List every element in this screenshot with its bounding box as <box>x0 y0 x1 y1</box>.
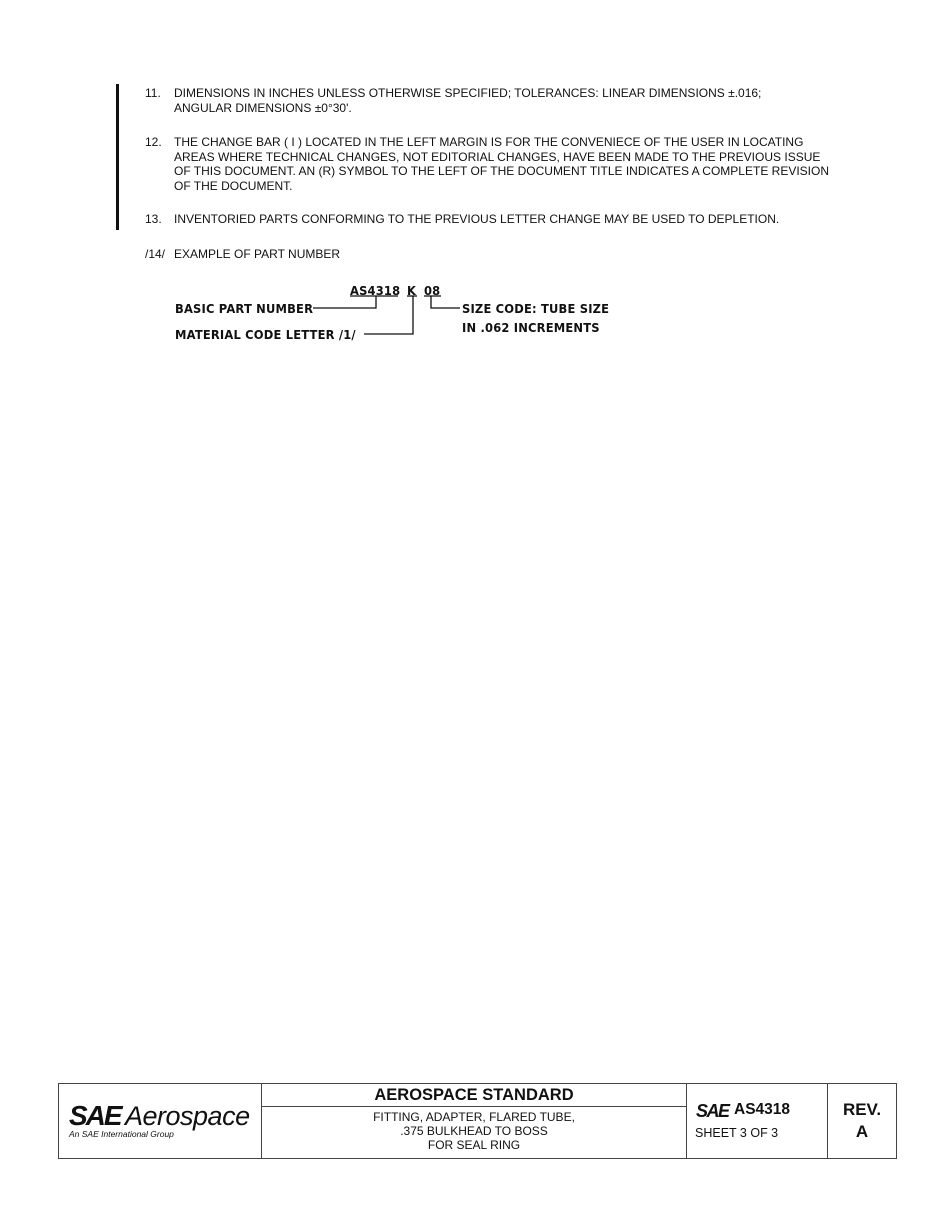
sheet-number: SHEET 3 OF 3 <box>695 1126 779 1140</box>
material-code-label: MATERIAL CODE LETTER /1/ <box>175 327 356 342</box>
size-code-label: SIZE CODE: TUBE SIZE <box>462 301 610 316</box>
title-block <box>58 1083 897 1159</box>
note-text: THE CHANGE BAR ( I ) LOCATED IN THE LEFT MARGIN IS FOR THE CONVENIECE OF THE USER IN LOCATING AREAS WHERE TECHNICAL CHANGES, NOT EDITORIAL CHANGES, HAVE BEEN MADE TO THE PREVIOUS ISSUE OF THIS DOCUMENT. AN (R) SYMBOL TO THE LEFT OF THE DOCUMENT TITLE INDICATES A COMPLETE REVISION OF THE DOCUMENT. <box>174 135 829 193</box>
material-code: K <box>407 283 417 298</box>
change-bar <box>116 84 119 230</box>
basic-part-label: BASIC PART NUMBER <box>175 301 314 316</box>
document-number-cell <box>687 1084 828 1158</box>
note-text: DIMENSIONS IN INCHES UNLESS OTHERWISE SPECIFIED; TOLERANCES: LINEAR DIMENSIONS ±.016; ANGULAR DIMENSIONS ±0°30'. <box>174 86 762 115</box>
revision-value: A <box>855 1122 869 1141</box>
title-cell <box>262 1084 687 1158</box>
standard-header: AEROSPACE STANDARD <box>262 1084 686 1107</box>
sae-small-logo: SAE <box>696 1101 729 1121</box>
aerospace-logo-text: Aerospace <box>125 1101 250 1131</box>
note-number: 13. <box>145 212 162 226</box>
note-number: /14/ <box>145 247 166 261</box>
basic-part-code: AS4318 <box>350 283 401 298</box>
part-number-diagram <box>170 280 630 350</box>
description-line: .375 BULKHEAD TO BOSS <box>400 1124 548 1138</box>
description-line: FITTING, ADAPTER, FLARED TUBE, <box>373 1110 575 1124</box>
document-number: AS4318 <box>734 1101 791 1118</box>
description-line: FOR SEAL RING <box>427 1138 521 1152</box>
size-code: 08 <box>424 283 441 298</box>
sae-aerospace-logo <box>59 1084 262 1158</box>
revision-cell <box>828 1084 896 1158</box>
size-code-increments-label: IN .062 INCREMENTS <box>462 320 600 335</box>
note-text: INVENTORIED PARTS CONFORMING TO THE PREVIOUS LETTER CHANGE MAY BE USED TO DEPLETION. <box>174 212 780 226</box>
revision-label: REV. <box>842 1100 882 1119</box>
note-number: 12. <box>145 135 162 149</box>
part-description <box>262 1110 686 1152</box>
note-number: 11. <box>145 86 161 100</box>
logo-tagline: An SAE International Group <box>69 1129 174 1139</box>
note-text: EXAMPLE OF PART NUMBER <box>174 247 341 261</box>
sae-logo-text: SAE <box>69 1100 121 1131</box>
